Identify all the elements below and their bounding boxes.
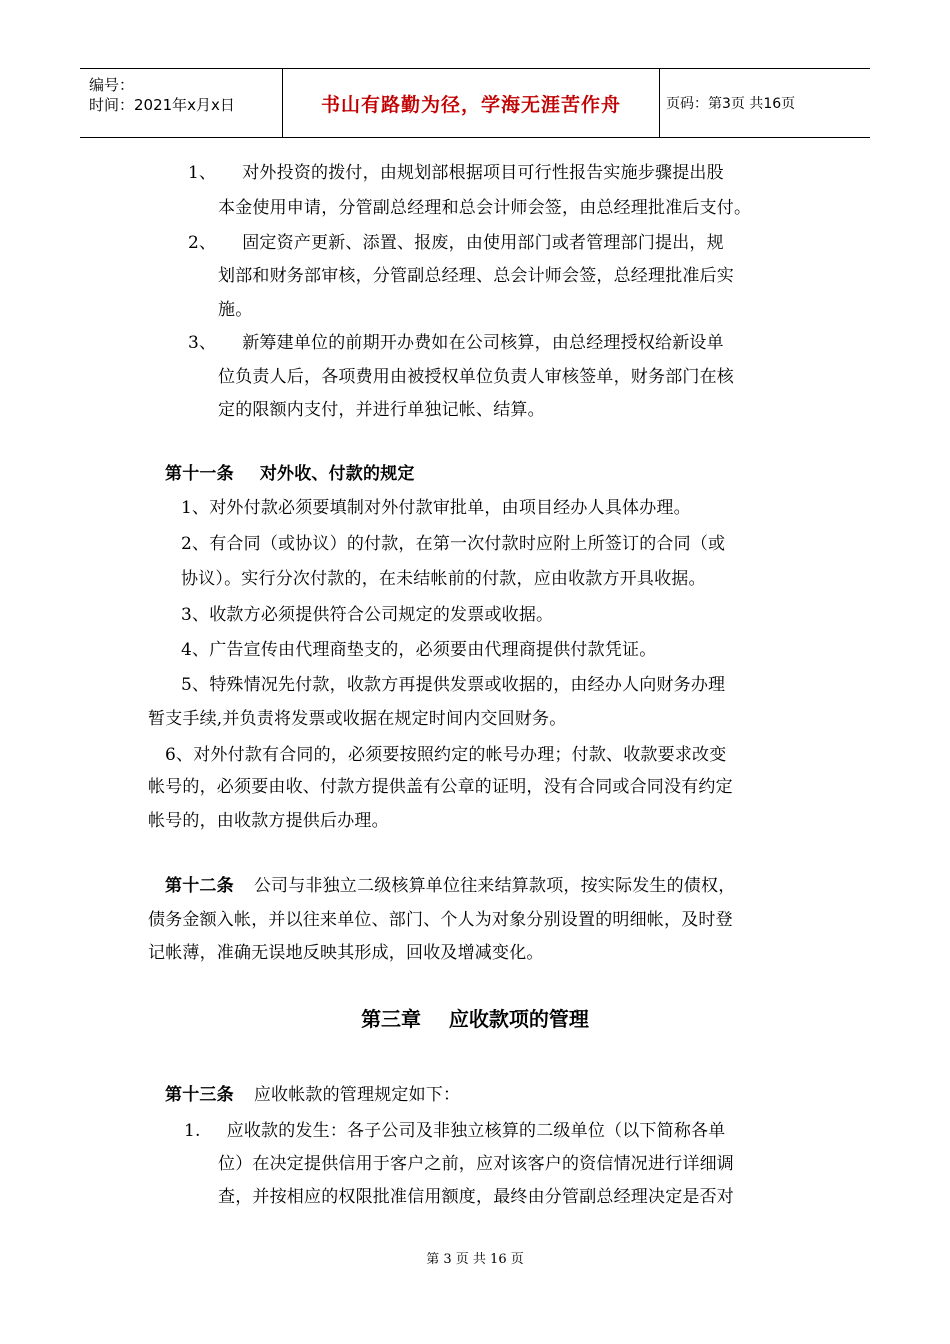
article-13-item-1-line-2: 位）在决定提供信用于客户之前，应对该客户的资信情况进行详细调 xyxy=(218,1154,734,1174)
article-number: 第十二条 xyxy=(165,876,234,896)
item-number: 2、 xyxy=(188,233,217,253)
article-11-line-3: 协议）。实行分次付款的，在未结帐前的付款，应由收款方开具收据。 xyxy=(181,569,706,589)
article-12-line-2: 债务金额入帐，并以往来单位、部门、个人为对象分别设置的明细帐，及时登 xyxy=(148,910,733,930)
item-1-line-1 xyxy=(188,158,724,183)
article-11-line-4: 3、收款方必须提供符合公司规定的发票或收据。 xyxy=(181,605,554,625)
header-page-info: 页码：第3页 共16页 xyxy=(666,96,796,112)
article-13-item-1-line-1 xyxy=(184,1116,725,1141)
article-11-line-6: 5、特殊情况先付款，收款方再提供发票或收据的，由经办人向财务办理 xyxy=(181,675,726,695)
article-11-line-7: 暂支手续,并负责将发票或收据在规定时间内交回财务。 xyxy=(148,709,567,729)
article-11-heading xyxy=(165,459,415,484)
article-number: 第十一条 xyxy=(165,464,234,484)
header-motto: 书山有路勤为径，学海无涯苦作舟 xyxy=(320,93,621,116)
item-text: 新筹建单位的前期开办费如在公司核算，由总经理授权给新设单 xyxy=(242,333,724,353)
item-2-line-1 xyxy=(188,228,724,253)
article-11-line-9: 帐号的，必须要由收、付款方提供盖有公章的证明，没有合同或合同没有约定 xyxy=(148,777,733,797)
item-text: 固定资产更新、添置、报废，由使用部门或者管理部门提出，规 xyxy=(242,233,724,253)
item-2-line-2: 划部和财务部审核，分管副总经理、总会计师会签，总经理批准后实 xyxy=(218,266,734,286)
header-page-cell xyxy=(660,69,870,137)
article-11-line-5: 4、广告宣传由代理商垫支的，必须要由代理商提供付款凭证。 xyxy=(181,640,657,660)
article-12-line-1 xyxy=(165,871,735,896)
item-1-line-2: 本金使用申请，分管副总经理和总会计师会签，由总经理批准后支付。 xyxy=(218,198,752,218)
chapter-3-title: 第三章 应收款项的管理 xyxy=(361,1007,589,1031)
document-number-label: 编号： xyxy=(89,76,135,94)
page-header xyxy=(80,68,870,138)
article-text: 公司与非独立二级核算单位往来结算款项，按实际发生的债权， xyxy=(253,876,736,896)
item-number: 3、 xyxy=(188,333,217,353)
document-time-label: 时间：2021年x月x日 xyxy=(89,96,235,114)
article-11-line-8: 6、对外付款有合同的，必须要按照约定的帐号办理；付款、收款要求改变 xyxy=(165,745,727,765)
item-2-line-3: 施。 xyxy=(218,300,253,320)
header-motto-cell xyxy=(283,69,660,137)
article-title: 对外收、付款的规定 xyxy=(259,464,415,484)
item-text: 对外投资的拨付，由规划部根据项目可行性报告实施步骤提出股 xyxy=(242,163,724,183)
header-meta-cell xyxy=(80,69,283,137)
article-number: 第十三条 xyxy=(165,1085,234,1105)
article-11-line-1: 1、对外付款必须要填制对外付款审批单，由项目经办人具体办理。 xyxy=(181,498,691,518)
article-text: 应收帐款的管理规定如下： xyxy=(253,1085,461,1105)
article-13-heading xyxy=(165,1080,460,1105)
item-3-line-3: 定的限额内支付，并进行单独记帐、结算。 xyxy=(218,400,545,420)
item-number: 1. xyxy=(184,1121,201,1141)
article-12-line-3: 记帐薄，准确无误地反映其形成，回收及增减变化。 xyxy=(148,943,544,963)
article-11-line-10: 帐号的，由收款方提供后办理。 xyxy=(148,811,389,831)
item-3-line-2: 位负责人后，各项费用由被授权单位负责人审核签单，财务部门在核 xyxy=(218,367,734,387)
page-footer: 第 3 页 共 16 页 xyxy=(426,1252,524,1267)
item-3-line-1 xyxy=(188,328,724,353)
item-text: 应收款的发生：各子公司及非独立核算的二级单位（以下简称各单 xyxy=(226,1121,726,1141)
item-number: 1、 xyxy=(188,163,217,183)
article-13-item-1-line-3: 查，并按相应的权限批准信用额度，最终由分管副总经理决定是否对 xyxy=(218,1187,734,1207)
article-11-line-2: 2、有合同（或协议）的付款，在第一次付款时应附上所签订的合同（或 xyxy=(181,534,726,554)
